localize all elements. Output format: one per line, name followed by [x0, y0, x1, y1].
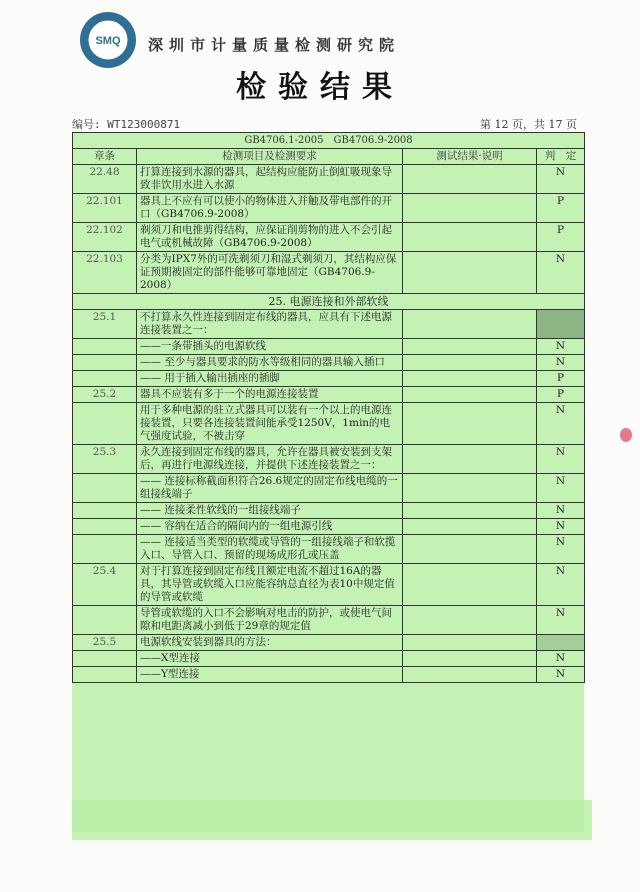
clause-cell	[73, 339, 137, 355]
table-row	[73, 403, 585, 445]
result-cell	[403, 667, 537, 683]
item-cell: 不打算永久性连接到固定布线的器具，应具有下述电源连接装置之一：	[137, 310, 403, 339]
table-row	[73, 252, 585, 294]
clause-cell	[73, 403, 137, 445]
item-cell: 用于多种电源的驻立式器具可以装有一个以上的电源连接装置，只要各连接装置间能承受1250V，1min的电气强度试验，不被击穿	[137, 403, 403, 445]
results-table	[72, 132, 585, 683]
clause-cell: 25.2	[73, 387, 137, 403]
verdict-cell: N	[537, 535, 585, 564]
table-row	[73, 535, 585, 564]
table-row	[73, 635, 585, 651]
result-cell	[403, 519, 537, 535]
clause-cell: 25.5	[73, 635, 137, 651]
verdict-cell: N	[537, 564, 585, 606]
item-cell: 器具不应装有多于一个的电源连接装置	[137, 387, 403, 403]
item-cell: —— 容纳在适合的隔间内的一组电源引线	[137, 519, 403, 535]
section-title: 25. 电源连接和外部软线	[73, 294, 585, 310]
red-stamp-mark	[620, 428, 632, 442]
smq-logo	[78, 10, 138, 70]
verdict-cell: N	[537, 252, 585, 294]
item-cell: 电源软线安装到器具的方法：	[137, 635, 403, 651]
header-verdict: 判 定	[537, 149, 585, 165]
item-cell: ——X型连接	[137, 651, 403, 667]
clause-cell	[73, 606, 137, 635]
section-row	[73, 294, 585, 310]
green-background-extension	[72, 800, 592, 840]
organization-name: 深圳市计量质量检测研究院	[148, 36, 401, 54]
table-row	[73, 355, 585, 371]
item-cell: 剃须刀和电推剪得结构，应保证削剪物的进入不会引起电气或机械故障（GB4706.9-2008）	[137, 223, 403, 252]
result-cell	[403, 223, 537, 252]
table-row	[73, 165, 585, 194]
header-result: 测试结果·说明	[403, 149, 537, 165]
page-info: 第 12 页，共 17 页	[480, 118, 577, 131]
result-cell	[403, 403, 537, 445]
result-cell	[403, 355, 537, 371]
result-cell	[403, 474, 537, 503]
verdict-cell: N	[537, 355, 585, 371]
page-title: 检验结果	[236, 70, 404, 105]
item-cell: —— 连接适当类型的软缆或导管的一组接线端子和软揽入口、导管入口、预留的现场成形孔或压盖	[137, 535, 403, 564]
verdict-cell: N	[537, 339, 585, 355]
document-number: 编号: WT123000871	[72, 118, 181, 131]
table-row	[73, 310, 585, 339]
verdict-cell	[537, 635, 585, 651]
table-row	[73, 194, 585, 223]
clause-cell	[73, 667, 137, 683]
result-cell	[403, 252, 537, 294]
clause-cell	[73, 474, 137, 503]
clause-cell: 22.101	[73, 194, 137, 223]
verdict-cell: N	[537, 606, 585, 635]
table-row	[73, 371, 585, 387]
table-row	[73, 667, 585, 683]
result-cell	[403, 651, 537, 667]
item-cell: ——Y型连接	[137, 667, 403, 683]
verdict-cell: P	[537, 387, 585, 403]
verdict-cell: N	[537, 474, 585, 503]
item-cell: 器具上不应有可以使小的物体进入并触及带电部件的开口（GB4706.9-2008）	[137, 194, 403, 223]
verdict-cell: N	[537, 165, 585, 194]
result-cell	[403, 194, 537, 223]
verdict-cell: N	[537, 403, 585, 445]
standards-row	[73, 133, 585, 149]
result-cell	[403, 606, 537, 635]
item-cell: —— 用于插入输出插座的插脚	[137, 371, 403, 387]
verdict-cell: N	[537, 519, 585, 535]
verdict-cell: N	[537, 503, 585, 519]
item-cell: —— 连接柔性软线的一组接线端子	[137, 503, 403, 519]
clause-cell	[73, 535, 137, 564]
clause-cell: 22.103	[73, 252, 137, 294]
table-row	[73, 651, 585, 667]
result-cell	[403, 371, 537, 387]
item-cell: ——一条带插头的电源软线	[137, 339, 403, 355]
item-cell: 对于打算连接到固定布线且额定电流不超过16A的器具，其导管或软缆入口应能容纳总直径为表10中规定值的导管或软缆	[137, 564, 403, 606]
clause-cell	[73, 355, 137, 371]
standards-cell: GB4706.1-2005 GB4706.9-2008	[73, 133, 585, 149]
logo-text: SMQ	[95, 35, 121, 47]
clause-cell	[73, 371, 137, 387]
result-cell	[403, 503, 537, 519]
table-row	[73, 387, 585, 403]
result-cell	[403, 339, 537, 355]
clause-cell	[73, 503, 137, 519]
table-row	[73, 339, 585, 355]
clause-cell: 22.48	[73, 165, 137, 194]
table-row	[73, 223, 585, 252]
table-row	[73, 503, 585, 519]
clause-cell: 25.4	[73, 564, 137, 606]
verdict-cell	[537, 310, 585, 339]
table-row	[73, 606, 585, 635]
result-cell	[403, 635, 537, 651]
table-row	[73, 474, 585, 503]
table-row	[73, 445, 585, 474]
clause-cell: 22.102	[73, 223, 137, 252]
table-row	[73, 519, 585, 535]
item-cell: —— 连接标称截面积符合26.6规定的固定布线电缆的一组接线端子	[137, 474, 403, 503]
header-item: 检测项目及检测要求	[137, 149, 403, 165]
result-cell	[403, 445, 537, 474]
item-cell: 永久连接到固定布线的器具，允许在器具被安装到支架后，再进行电源线连接，并提供下述连接装置之一：	[137, 445, 403, 474]
clause-cell	[73, 651, 137, 667]
clause-cell	[73, 519, 137, 535]
result-cell	[403, 535, 537, 564]
result-cell	[403, 564, 537, 606]
verdict-cell: P	[537, 223, 585, 252]
verdict-cell: N	[537, 651, 585, 667]
verdict-cell: N	[537, 667, 585, 683]
clause-cell: 25.1	[73, 310, 137, 339]
header-clause: 章条	[73, 149, 137, 165]
item-cell: 分类为IPX7外的可洗剃须刀和湿式剃须刀，其结构应保证预期被固定的部件能够可靠地固定（GB4706.9-2008）	[137, 252, 403, 294]
item-cell: 导管或软缆的入口不会影响对电击的防护，或使电气间隙和电距离减小到低于29章的规定值	[137, 606, 403, 635]
table-header-row	[73, 149, 585, 165]
result-cell	[403, 165, 537, 194]
result-cell	[403, 387, 537, 403]
table-row	[73, 564, 585, 606]
result-cell	[403, 310, 537, 339]
clause-cell: 25.3	[73, 445, 137, 474]
item-cell: —— 至少与器具要求的防水等级相同的器具输入插口	[137, 355, 403, 371]
verdict-cell: N	[537, 445, 585, 474]
verdict-cell: P	[537, 194, 585, 223]
verdict-cell: P	[537, 371, 585, 387]
item-cell: 打算连接到水源的器具，起结构应能防止倒虹吸现象导致非饮用水进入水源	[137, 165, 403, 194]
